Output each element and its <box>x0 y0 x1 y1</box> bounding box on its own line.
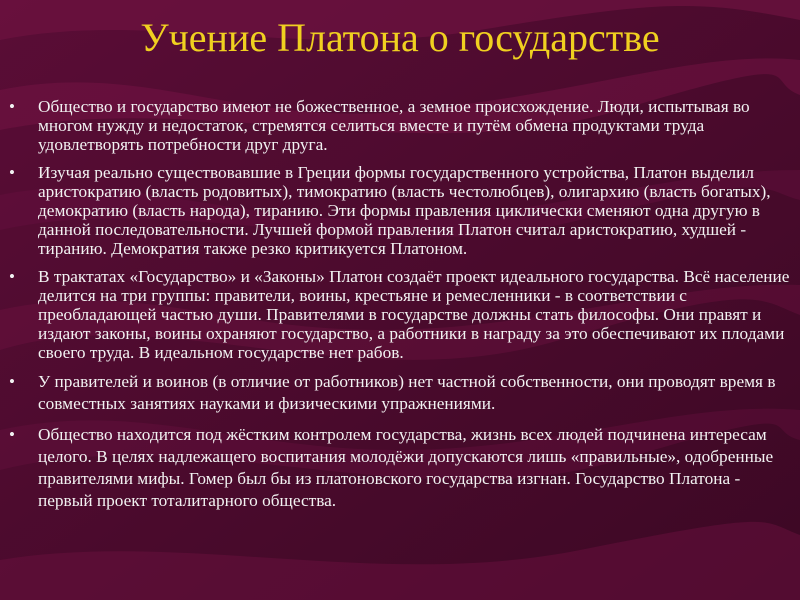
bullet-marker: • <box>9 372 15 391</box>
bullet-text: Общество и государство имеют не божественное, а земное происхождение. Люди, испытывая во многом нужду и недостаток, стремятся селиться вместе и путём обмена продуктами труда удовлетворять потребности друг друга. <box>38 97 750 154</box>
bullet-item <box>0 267 800 362</box>
bullet-text: У правителей и воинов (в отличие от работников) нет частной собственности, они проводят время в совместных занятиях науками и физическими упражнениями. <box>38 372 776 413</box>
bullet-item <box>0 424 800 512</box>
bullet-list <box>0 97 800 521</box>
bullet-marker: • <box>9 97 15 116</box>
bullet-marker: • <box>9 267 15 286</box>
bullet-marker: • <box>9 425 15 444</box>
bullet-text: В трактатах «Государство» и «Законы» Платон создаёт проект идеального государства. Всё население делится на три группы: правители, воины, крестьяне и ремесленники - в соответствии с преобладающей частью души. Правителями в государстве должны стать философы. Они правят и издают законы, воины охраняют государство, а работники в награду за это обеспечивают их плодами своего труда. В идеальном государстве нет рабов. <box>38 267 790 362</box>
bullet-item <box>0 163 800 258</box>
bullet-item <box>0 371 800 415</box>
bullet-item <box>0 97 800 154</box>
slide-title: Учение Платона о государстве <box>140 15 660 60</box>
bullet-text: Общество находится под жёстким контролем государства, жизнь всех людей подчинена интересам целого. В целях надлежащего воспитания молодёжи допускаются лишь «правильные», одобренные правителями мифы. Гомер был бы из платоновского государства изгнан. Государство Платона - первый проект тоталитарного общества. <box>38 425 774 510</box>
bullet-text: Изучая реально существовавшие в Греции формы государственного устройства, Платон выделил аристократию (власть родовитых), тимократию (власть честолюбцев), олигархию (власть богатых), демократию (власть народа), тиранию. Эти формы правления циклически сменяют одна другую в данной последовательности. Лучшей формой правления Платон считал аристократию, худшей - тиранию. Демократия также резко критикуется Платоном. <box>38 163 771 258</box>
bullet-marker: • <box>9 163 15 182</box>
